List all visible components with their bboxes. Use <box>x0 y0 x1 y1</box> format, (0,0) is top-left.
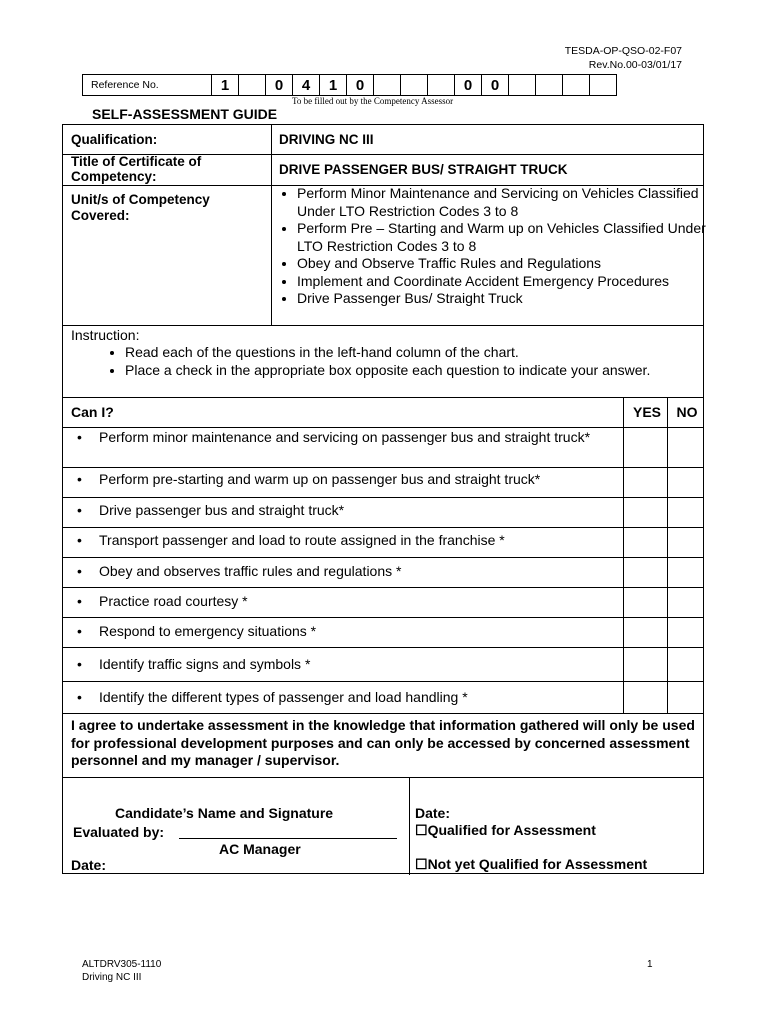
column-divider <box>271 125 272 325</box>
divider <box>63 587 703 588</box>
qualified-option[interactable] <box>415 822 596 839</box>
not-qualified-option[interactable] <box>415 856 647 873</box>
bullet-icon: • <box>77 593 82 609</box>
checklist-item-text: Perform minor maintenance and servicing on passenger bus and straight truck* <box>99 429 591 445</box>
date-label: Date: <box>415 805 451 821</box>
qualification-label: Qualification: <box>71 132 158 147</box>
units-list <box>273 185 707 308</box>
checklist-item-text: Perform pre-starting and warm up on passenger bus and straight truck* <box>99 471 541 487</box>
divider <box>63 427 703 428</box>
checklist-item-text: Identify traffic signs and symbols * <box>99 656 311 672</box>
bullet-icon: • <box>77 656 82 672</box>
checklist-item <box>73 563 613 580</box>
reference-cell[interactable]: 0 <box>482 75 509 96</box>
divider <box>63 681 703 682</box>
form-code: TESDA-OP-QSO-02-F07 <box>564 45 682 57</box>
instruction-item: • Place a check in the appropriate box opposite each question to indicate your answer. <box>125 362 705 380</box>
unit-item: • Drive Passenger Bus/ Straight Truck <box>297 290 707 308</box>
reference-cell[interactable] <box>239 75 266 96</box>
yes-column-header: YES <box>632 404 661 420</box>
evaluated-by-label: Evaluated by: <box>73 824 165 840</box>
no-column-header: NO <box>676 404 698 420</box>
reference-cell[interactable] <box>590 75 617 96</box>
unit-item: • Perform Pre – Starting and Warm up on Vehicles Classified Under LTO Restriction Codes 3 to 8 <box>297 220 707 255</box>
reference-cell[interactable] <box>536 75 563 96</box>
reference-cell[interactable] <box>428 75 455 96</box>
reference-number-grid <box>82 74 617 96</box>
evaluated-by-line[interactable] <box>179 838 397 839</box>
checklist-item-text: Drive passenger bus and straight truck* <box>99 502 345 518</box>
footer-info <box>82 958 161 984</box>
reference-cell[interactable]: 1 <box>320 75 347 96</box>
checklist-item <box>73 471 613 488</box>
bullet-icon: • <box>77 471 82 487</box>
checklist-header: Can I? <box>71 404 114 420</box>
divider <box>63 397 703 398</box>
ac-manager-label: AC Manager <box>219 841 301 857</box>
bullet-icon: • <box>77 623 82 639</box>
unit-item: • Implement and Coordinate Accident Emergency Procedures <box>297 273 707 291</box>
column-divider <box>623 397 624 713</box>
checklist-item <box>73 502 613 519</box>
checkbox-icon[interactable]: ☐ <box>415 856 428 872</box>
revision-number: Rev.No.00-03/01/17 <box>588 59 682 71</box>
checklist-item-text: Obey and observes traffic rules and regulations * <box>99 563 402 579</box>
instruction-item: • Read each of the questions in the left-hand column of the chart. <box>125 344 705 362</box>
certificate-label: Title of Certificate of Competency: <box>71 154 202 184</box>
page-number: 1 <box>647 959 653 970</box>
divider <box>63 557 703 558</box>
footer-code: ALTDRV305-1110 <box>82 959 162 970</box>
reference-cell[interactable]: 0 <box>455 75 482 96</box>
candidate-name-signature-label: Candidate’s Name and Signature <box>115 805 334 821</box>
unit-item: • Obey and Observe Traffic Rules and Regulations <box>297 255 707 273</box>
reference-cell[interactable] <box>374 75 401 96</box>
evaluation-date-label: Date: <box>71 857 107 873</box>
agreement-statement: I agree to undertake assessment in the knowledge that information gathered will only be used for professional development purposes and can only be accessed by concerned assessment personnel and my manager / supervisor. <box>71 717 695 768</box>
divider <box>63 647 703 648</box>
instruction-label: Instruction: <box>71 327 140 343</box>
certificate-value: DRIVE PASSENGER BUS/ STRAIGHT TRUCK <box>279 162 568 177</box>
assessor-note: To be filled out by the Competency Assessor <box>292 96 454 106</box>
divider <box>63 713 703 714</box>
bullet-icon: • <box>77 563 82 579</box>
qualification-value: DRIVING NC III <box>279 132 374 147</box>
checklist-item <box>73 532 613 549</box>
divider <box>63 617 703 618</box>
checklist-item <box>73 593 613 610</box>
checklist-item <box>73 429 613 446</box>
checkbox-icon[interactable]: ☐ <box>415 822 428 838</box>
reference-cell[interactable]: 1 <box>212 75 239 96</box>
units-label: Unit/s of Competency Covered: <box>71 192 210 223</box>
page-title: SELF-ASSESSMENT GUIDE <box>92 106 278 122</box>
checklist-item <box>73 656 613 673</box>
checklist-item-text: Identify the different types of passenger and load handling * <box>99 689 468 705</box>
divider <box>63 527 703 528</box>
bullet-icon: • <box>77 502 82 518</box>
bullet-icon: • <box>77 689 82 705</box>
reference-cell[interactable]: 4 <box>293 75 320 96</box>
footer-qualification: Driving NC III <box>82 972 142 983</box>
column-divider <box>667 397 668 713</box>
checklist-item-text: Transport passenger and load to route assigned in the franchise * <box>99 532 505 548</box>
bullet-icon: • <box>77 429 82 445</box>
divider <box>63 777 703 778</box>
checklist-item-text: Respond to emergency situations * <box>99 623 317 639</box>
bullet-icon: • <box>77 532 82 548</box>
unit-item: • Perform Minor Maintenance and Servicing on Vehicles Classified Under LTO Restriction Codes 3 to 8 <box>297 185 707 220</box>
not-qualified-label: Not yet Qualified for Assessment <box>427 856 648 872</box>
reference-cell[interactable]: 0 <box>347 75 374 96</box>
qualified-label: Qualified for Assessment <box>427 822 596 838</box>
reference-cell[interactable]: 0 <box>266 75 293 96</box>
divider <box>63 497 703 498</box>
column-divider <box>409 777 410 875</box>
assessment-form <box>62 124 704 874</box>
reference-label: Reference No. <box>83 75 212 96</box>
reference-cell[interactable] <box>563 75 590 96</box>
form-code-block <box>565 44 682 72</box>
checklist-item <box>73 689 613 706</box>
checklist-item-text: Practice road courtesy * <box>99 593 248 609</box>
reference-cell[interactable] <box>509 75 536 96</box>
instruction-list <box>91 344 705 379</box>
checklist-item <box>73 623 613 640</box>
divider <box>63 325 703 326</box>
reference-cell[interactable] <box>401 75 428 96</box>
divider <box>63 467 703 468</box>
